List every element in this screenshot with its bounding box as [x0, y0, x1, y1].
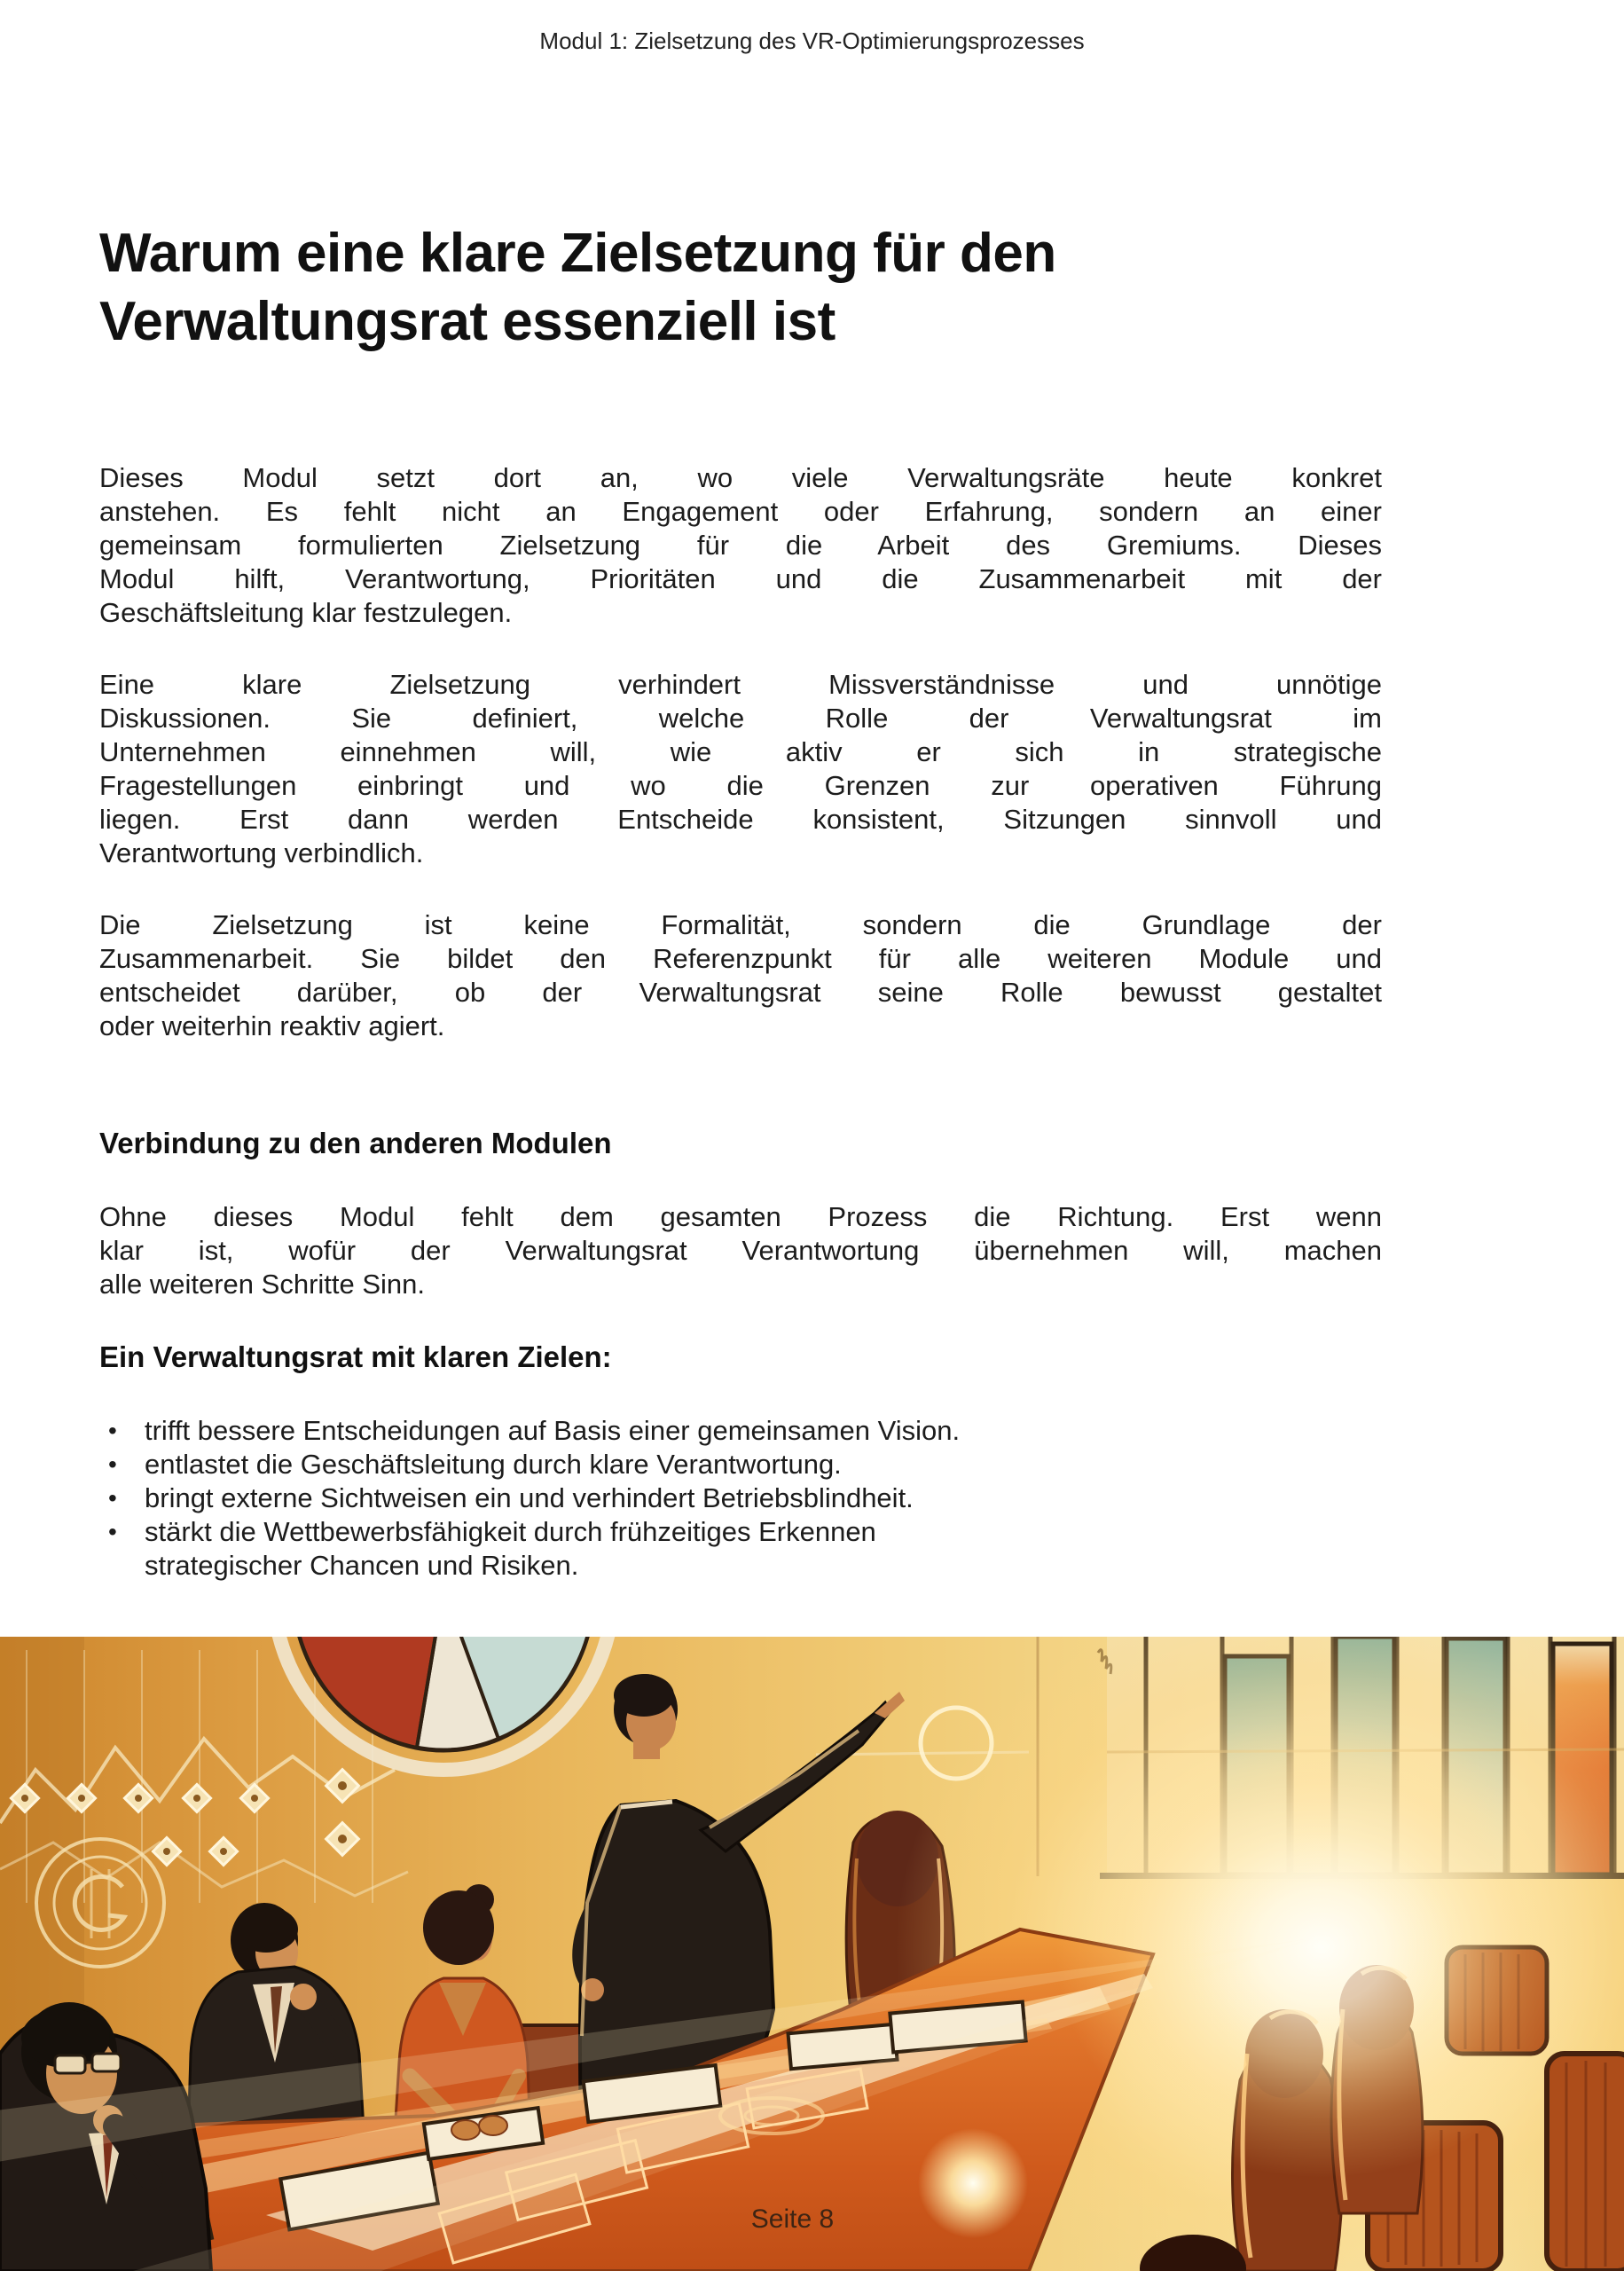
- clarity-paragraph: Eine klare Zielsetzung verhindert Missverständnisse und unnötige Diskussionen. Sie definiert, welche Rolle der Verwaltungsrat im Unternehmen einnehmen will, wie aktiv er sich in strategische Fragestellungen einbringt und wo die Grenzen zur operativen Führung liegen. Erst dann werden Entscheide konsistent, Sitzungen sinnvoll und Verantwortung verbindlich.: [99, 669, 1382, 868]
- intro-paragraph: Dieses Modul setzt dort an, wo viele Verwaltungsräte heute konkret anstehen. Es fehlt nicht an Engagement oder Erfahrung, sondern an einer gemeinsam formulierten Zielsetzung für die Arbeit des Gremiums. Dieses Modul hilft, Verantwortung, Prioritäten und die Zusammenarbeit mit der Geschäftsleitung klar festzulegen.: [99, 462, 1382, 628]
- bullet-item: • trifft bessere Entscheidungen auf Basis einer gemeinsamen Vision.: [99, 1414, 1382, 1448]
- bullet-item: • entlastet die Geschäftsleitung durch klare Verantwortung.: [99, 1448, 1382, 1481]
- module-connection-paragraph: Ohne dieses Modul fehlt dem gesamten Prozess die Richtung. Erst wenn klar ist, wofür der Verwaltungsrat Verantwortung übernehmen will, machen alle weiteren Schritte Sinn.: [99, 1201, 1382, 1300]
- page-number: Seite 8: [750, 2204, 835, 2234]
- bullet-item: • bringt externe Sichtweisen ein und verhindert Betriebsblindheit.: [99, 1481, 1382, 1515]
- subheading-clear-goals: Ein Verwaltungsrat mit klaren Zielen:: [99, 1340, 612, 1373]
- article-body: [99, 461, 1382, 1583]
- boardroom-illustration: [0, 1637, 1624, 2271]
- boardroom-illustration-canvas: [0, 1637, 1624, 2271]
- subheading-module-connection: Verbindung zu den anderen Modulen: [99, 1127, 612, 1159]
- foundation-paragraph: Die Zielsetzung ist keine Formalität, sondern die Grundlage der Zusammenarbeit. Sie bildet den Referenzpunkt für alle weiteren Module und entscheidet darüber, ob der Verwaltungsrat seine Rolle bewusst gestaltet oder weiterhin reaktiv agiert.: [99, 909, 1382, 1041]
- bullet-list: [99, 1414, 1382, 1583]
- bullet-item: • stärkt die Wettbewerbsfähigkeit durch frühzeitiges Erkennen strategischer Chancen und Risiken.: [99, 1515, 1382, 1583]
- page-title: Warum eine klare Zielsetzung für den Verwaltungsrat essenziell ist: [99, 223, 1056, 352]
- page-header: Modul 1: Zielsetzung des VR-Optimierungsprozesses: [539, 28, 1085, 54]
